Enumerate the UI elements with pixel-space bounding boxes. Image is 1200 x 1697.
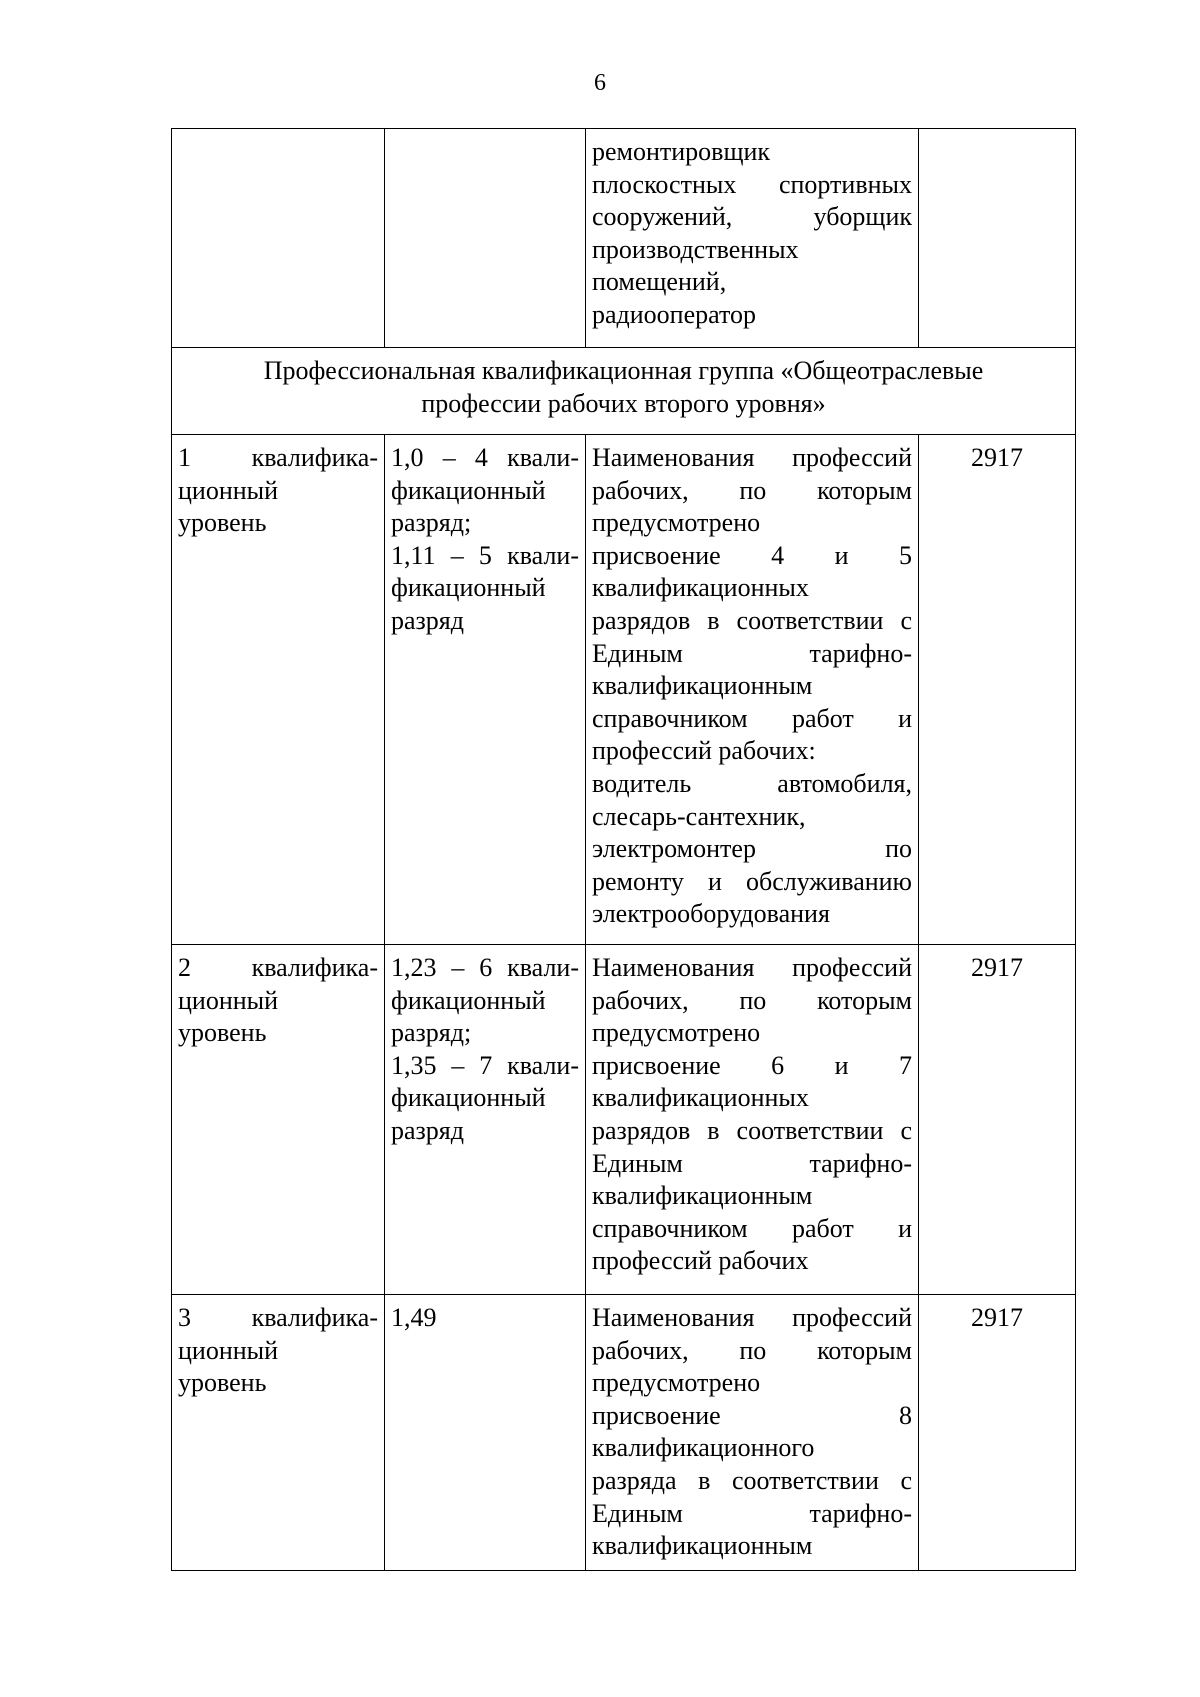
text-line: Единым тарифно- [592, 1148, 912, 1178]
text-line: 3 квалифика- [178, 1303, 378, 1332]
text-line: фикационный [391, 573, 546, 603]
text-line: рабочих, по которым [592, 1335, 912, 1365]
level-cell [172, 129, 385, 348]
coefficient-cell [385, 1295, 586, 1571]
text-line: ремонтировщик [592, 137, 771, 166]
text-line: помещений, [592, 267, 727, 297]
text-line: профессий рабочих: [592, 736, 816, 766]
salary-cell: 2917 [919, 1295, 1076, 1571]
text-line: разрядов в соответствии с [592, 605, 912, 635]
page-number: 6 [594, 70, 606, 96]
text-line: присвоение 6 и 7 [592, 1050, 912, 1080]
text-line: электрооборудования [592, 899, 830, 929]
professions-cell [586, 1295, 919, 1571]
salary-cell: 2917 [919, 435, 1076, 945]
professions-cell [586, 129, 919, 348]
text-line: плоскостных спортивных [592, 169, 912, 199]
text-line: ремонту и обслуживанию [592, 866, 912, 896]
text-line: Единым тарифно- [592, 638, 912, 668]
text-line: квалификационным [592, 1531, 813, 1561]
text-line: Наименования профессий [592, 953, 912, 982]
text-line: разрядов в соответствии с [592, 1115, 912, 1145]
group-header-line: Профессиональная квалификационная группа «Общеотраслевые [263, 356, 984, 385]
group-header-row [172, 348, 1076, 435]
text-line: квалификационных [592, 1083, 809, 1113]
text-line: 1,11 – 5 квали- [391, 540, 579, 570]
qualification-table [171, 128, 1076, 1571]
salary-cell [919, 129, 1076, 348]
text-line: 1,0 – 4 квали- [391, 443, 579, 472]
level-cell [172, 1295, 385, 1571]
text-line: квалификационных [592, 573, 809, 603]
text-line: сооружений, уборщик [592, 202, 912, 232]
text-line: разряд [391, 605, 464, 635]
text-line: уровень [178, 508, 267, 538]
text-line: квалификационного [592, 1433, 815, 1463]
text-line: водитель автомобиля, [592, 768, 912, 798]
text-line: фикационный [391, 475, 546, 505]
text-line: предусмотрено [592, 1368, 761, 1398]
text-line: ционный [178, 1335, 279, 1365]
text-line: разряд; [391, 508, 472, 538]
text-line: 1,49 [391, 1303, 437, 1332]
text-line: справочником работ и [592, 1213, 912, 1243]
text-line: присвоение 4 и 5 [592, 540, 912, 570]
text-line: справочником работ и [592, 703, 912, 733]
text-line: предусмотрено [592, 1018, 761, 1048]
text-line: уровень [178, 1018, 267, 1048]
salary-cell: 2917 [919, 945, 1076, 1295]
text-line: разряд [391, 1115, 464, 1145]
group-header-cell [172, 348, 1076, 435]
text-line: разряд; [391, 1018, 472, 1048]
text-line: 1 квалифика- [178, 443, 378, 472]
text-line: рабочих, по которым [592, 985, 912, 1015]
table-row-level-3 [172, 1295, 1076, 1571]
text-line: Единым тарифно- [592, 1498, 912, 1528]
text-line: 1,35 – 7 квали- [391, 1050, 579, 1080]
coefficient-cell [385, 945, 586, 1295]
text-line: радиооператор [592, 299, 757, 329]
text-line: разряда в соответствии с [592, 1465, 912, 1495]
text-line: производственных [592, 234, 799, 264]
text-line: ционный [178, 985, 279, 1015]
text-line: 1,23 – 6 квали- [391, 953, 579, 982]
text-line: рабочих, по которым [592, 475, 912, 505]
group-header-line: профессии рабочих второго уровня» [421, 388, 826, 418]
text-line: электромонтер по [592, 834, 912, 864]
text-line: фикационный [391, 1083, 546, 1113]
text-line: Наименования профессий [592, 443, 912, 472]
coefficient-cell [385, 435, 586, 945]
text-line: уровень [178, 1368, 267, 1398]
text-line: 2 квалифика- [178, 953, 378, 982]
table-row-level-1 [172, 435, 1076, 945]
professions-cell [586, 435, 919, 945]
table-row-continued [172, 129, 1076, 348]
text-line: предусмотрено [592, 508, 761, 538]
coefficient-cell [385, 129, 586, 348]
professions-cell [586, 945, 919, 1295]
text-line: ционный [178, 475, 279, 505]
text-line: слесарь-сантехник, [592, 801, 806, 831]
text-line: присвоение 8 [592, 1400, 912, 1430]
text-line: профессий рабочих [592, 1246, 809, 1276]
text-line: фикационный [391, 985, 546, 1015]
table-row-level-2 [172, 945, 1076, 1295]
text-line: квалификационным [592, 671, 813, 701]
level-cell [172, 945, 385, 1295]
text-line: Наименования профессий [592, 1303, 912, 1332]
level-cell [172, 435, 385, 945]
text-line: квалификационным [592, 1181, 813, 1211]
